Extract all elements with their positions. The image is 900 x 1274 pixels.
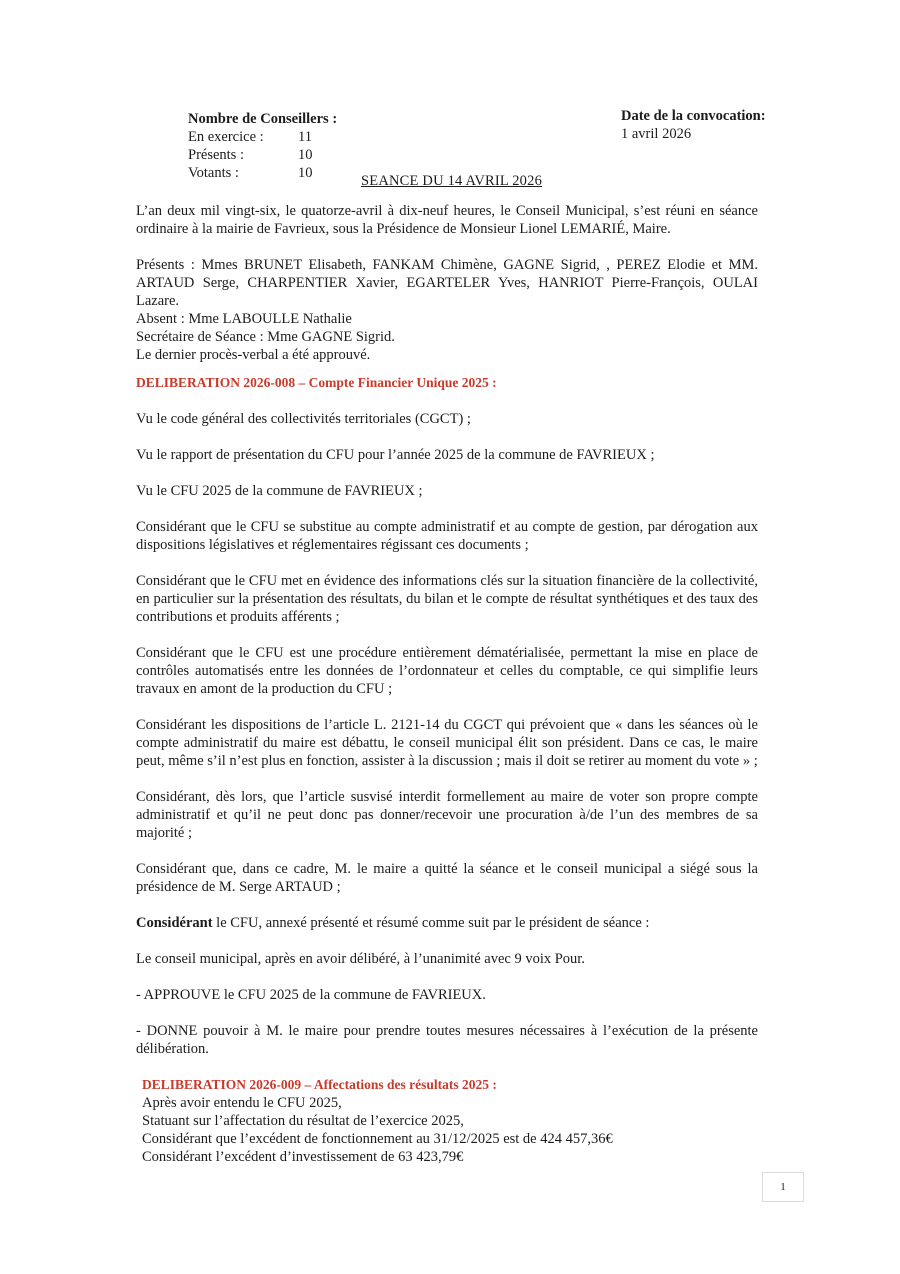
council-row-value: 11	[298, 129, 312, 145]
convocation-title: Date de la convocation:	[621, 108, 766, 124]
considerant-7	[136, 914, 758, 932]
council-row-label: Votants :	[188, 165, 239, 181]
council-row-votants	[188, 164, 388, 182]
council-row-value: 10	[298, 147, 313, 163]
council-row-exercice	[188, 128, 388, 146]
presents-paragraph: Présents : Mmes BRUNET Elisabeth, FANKAM Chimène, GAGNE Sigrid, , PEREZ Elodie et MM. ARTAUD Serge, CHARPENTIER Xavier, EGARTELER Yves, HANRIOT Pierre-François, OULAI Lazare.	[136, 257, 758, 309]
delib2-line-3: Considérant que l’excédent de fonctionnement au 31/12/2025 est de 424 457,36€	[142, 1131, 613, 1147]
intro-paragraph: L’an deux mil vingt-six, le quatorze-avril à dix-neuf heures, le Conseil Municipal, s’est réuni en séance ordinaire à la mairie de Favrieux, sous la Présidence de Monsieur Lionel LEMARIÉ, Maire.	[136, 203, 758, 237]
considerant-7-bold: Considérant	[136, 915, 213, 931]
council-row-presents	[188, 146, 388, 164]
deliberation-008-title: DELIBERATION 2026-008 – Compte Financier Unique 2025 :	[136, 375, 497, 390]
delib2-line-1: Après avoir entendu le CFU 2025,	[142, 1095, 342, 1111]
vu-rapport: Vu le rapport de présentation du CFU pour l’année 2025 de la commune de FAVRIEUX ;	[136, 447, 655, 463]
secretaire-line: Secrétaire de Séance : Mme GAGNE Sigrid.	[136, 329, 395, 345]
considerant-4: Considérant les dispositions de l’article L. 2121-14 du CGCT qui prévoient que « dans les séances où le compte administratif du maire est débattu, le conseil municipal élit son président. Dans ce cas, le maire peut, même s’il n’est plus en fonction, assister à la discussion ; mais il doit se retirer au moment du vote » ;	[136, 717, 758, 769]
considerant-2: Considérant que le CFU met en évidence des informations clés sur la situation financière de la collectivité, en particulier sur la présentation des résultats, du bilan et le compte de résultat synthétiques et des taux des contributions et produits afférents ;	[136, 573, 758, 625]
council-row-label: Présents :	[188, 147, 244, 163]
considerant-1: Considérant que le CFU se substitue au compte administratif et au compte de gestion, par dérogation aux dispositions législatives et réglementaires régissant ces documents ;	[136, 519, 758, 553]
delib2-line-4: Considérant l’excédent d’investissement de 63 423,79€	[142, 1149, 464, 1165]
council-row-label: En exercice :	[188, 129, 264, 145]
delib2-line-2: Statuant sur l’affectation du résultat de l’exercice 2025,	[142, 1113, 464, 1129]
considerant-6: Considérant que, dans ce cadre, M. le maire a quitté la séance et le conseil municipal a siégé sous la présidence de M. Serge ARTAUD ;	[136, 861, 758, 895]
council-count-title: Nombre de Conseillers :	[188, 111, 338, 127]
convocation-date: 1 avril 2026	[621, 126, 692, 142]
page-number: 1	[762, 1172, 804, 1202]
document-body	[136, 202, 758, 1166]
seance-title: SEANCE DU 14 AVRIL 2026	[361, 173, 543, 189]
donne-line: - DONNE pouvoir à M. le maire pour prendre toutes mesures nécessaires à l’exécution de la présente délibération.	[136, 1023, 758, 1057]
considerant-3: Considérant que le CFU est une procédure entièrement dématérialisée, permettant la mise en place de contrôles automatisés entre les données de l’ordonnateur et celles du comptable, ce qui simplifie leurs travaux en amont de la production du CFU ;	[136, 645, 758, 697]
council-count-block	[188, 110, 388, 182]
vu-cgct: Vu le code général des collectivités territoriales (CGCT) ;	[136, 411, 471, 427]
vote-result: Le conseil municipal, après en avoir délibéré, à l’unanimité avec 9 voix Pour.	[136, 951, 585, 967]
considerant-5: Considérant, dès lors, que l’article susvisé interdit formellement au maire de voter son propre compte administratif et qu’il ne peut donc pas donner/recevoir une procuration à/de l’un des membres de sa majorité ;	[136, 789, 758, 841]
vu-cfu: Vu le CFU 2025 de la commune de FAVRIEUX ;	[136, 483, 423, 499]
council-row-value: 10	[298, 165, 313, 181]
pv-line: Le dernier procès-verbal a été approuvé.	[136, 347, 371, 363]
absent-line: Absent : Mme LABOULLE Nathalie	[136, 311, 352, 327]
considerant-7-rest: le CFU, annexé présenté et résumé comme suit par le président de séance :	[212, 915, 650, 931]
deliberation-009-title: DELIBERATION 2026-009 – Affectations des résultats 2025 :	[142, 1077, 497, 1092]
convocation-block	[621, 107, 841, 143]
approuve-line: - APPROUVE le CFU 2025 de la commune de FAVRIEUX.	[136, 987, 486, 1003]
